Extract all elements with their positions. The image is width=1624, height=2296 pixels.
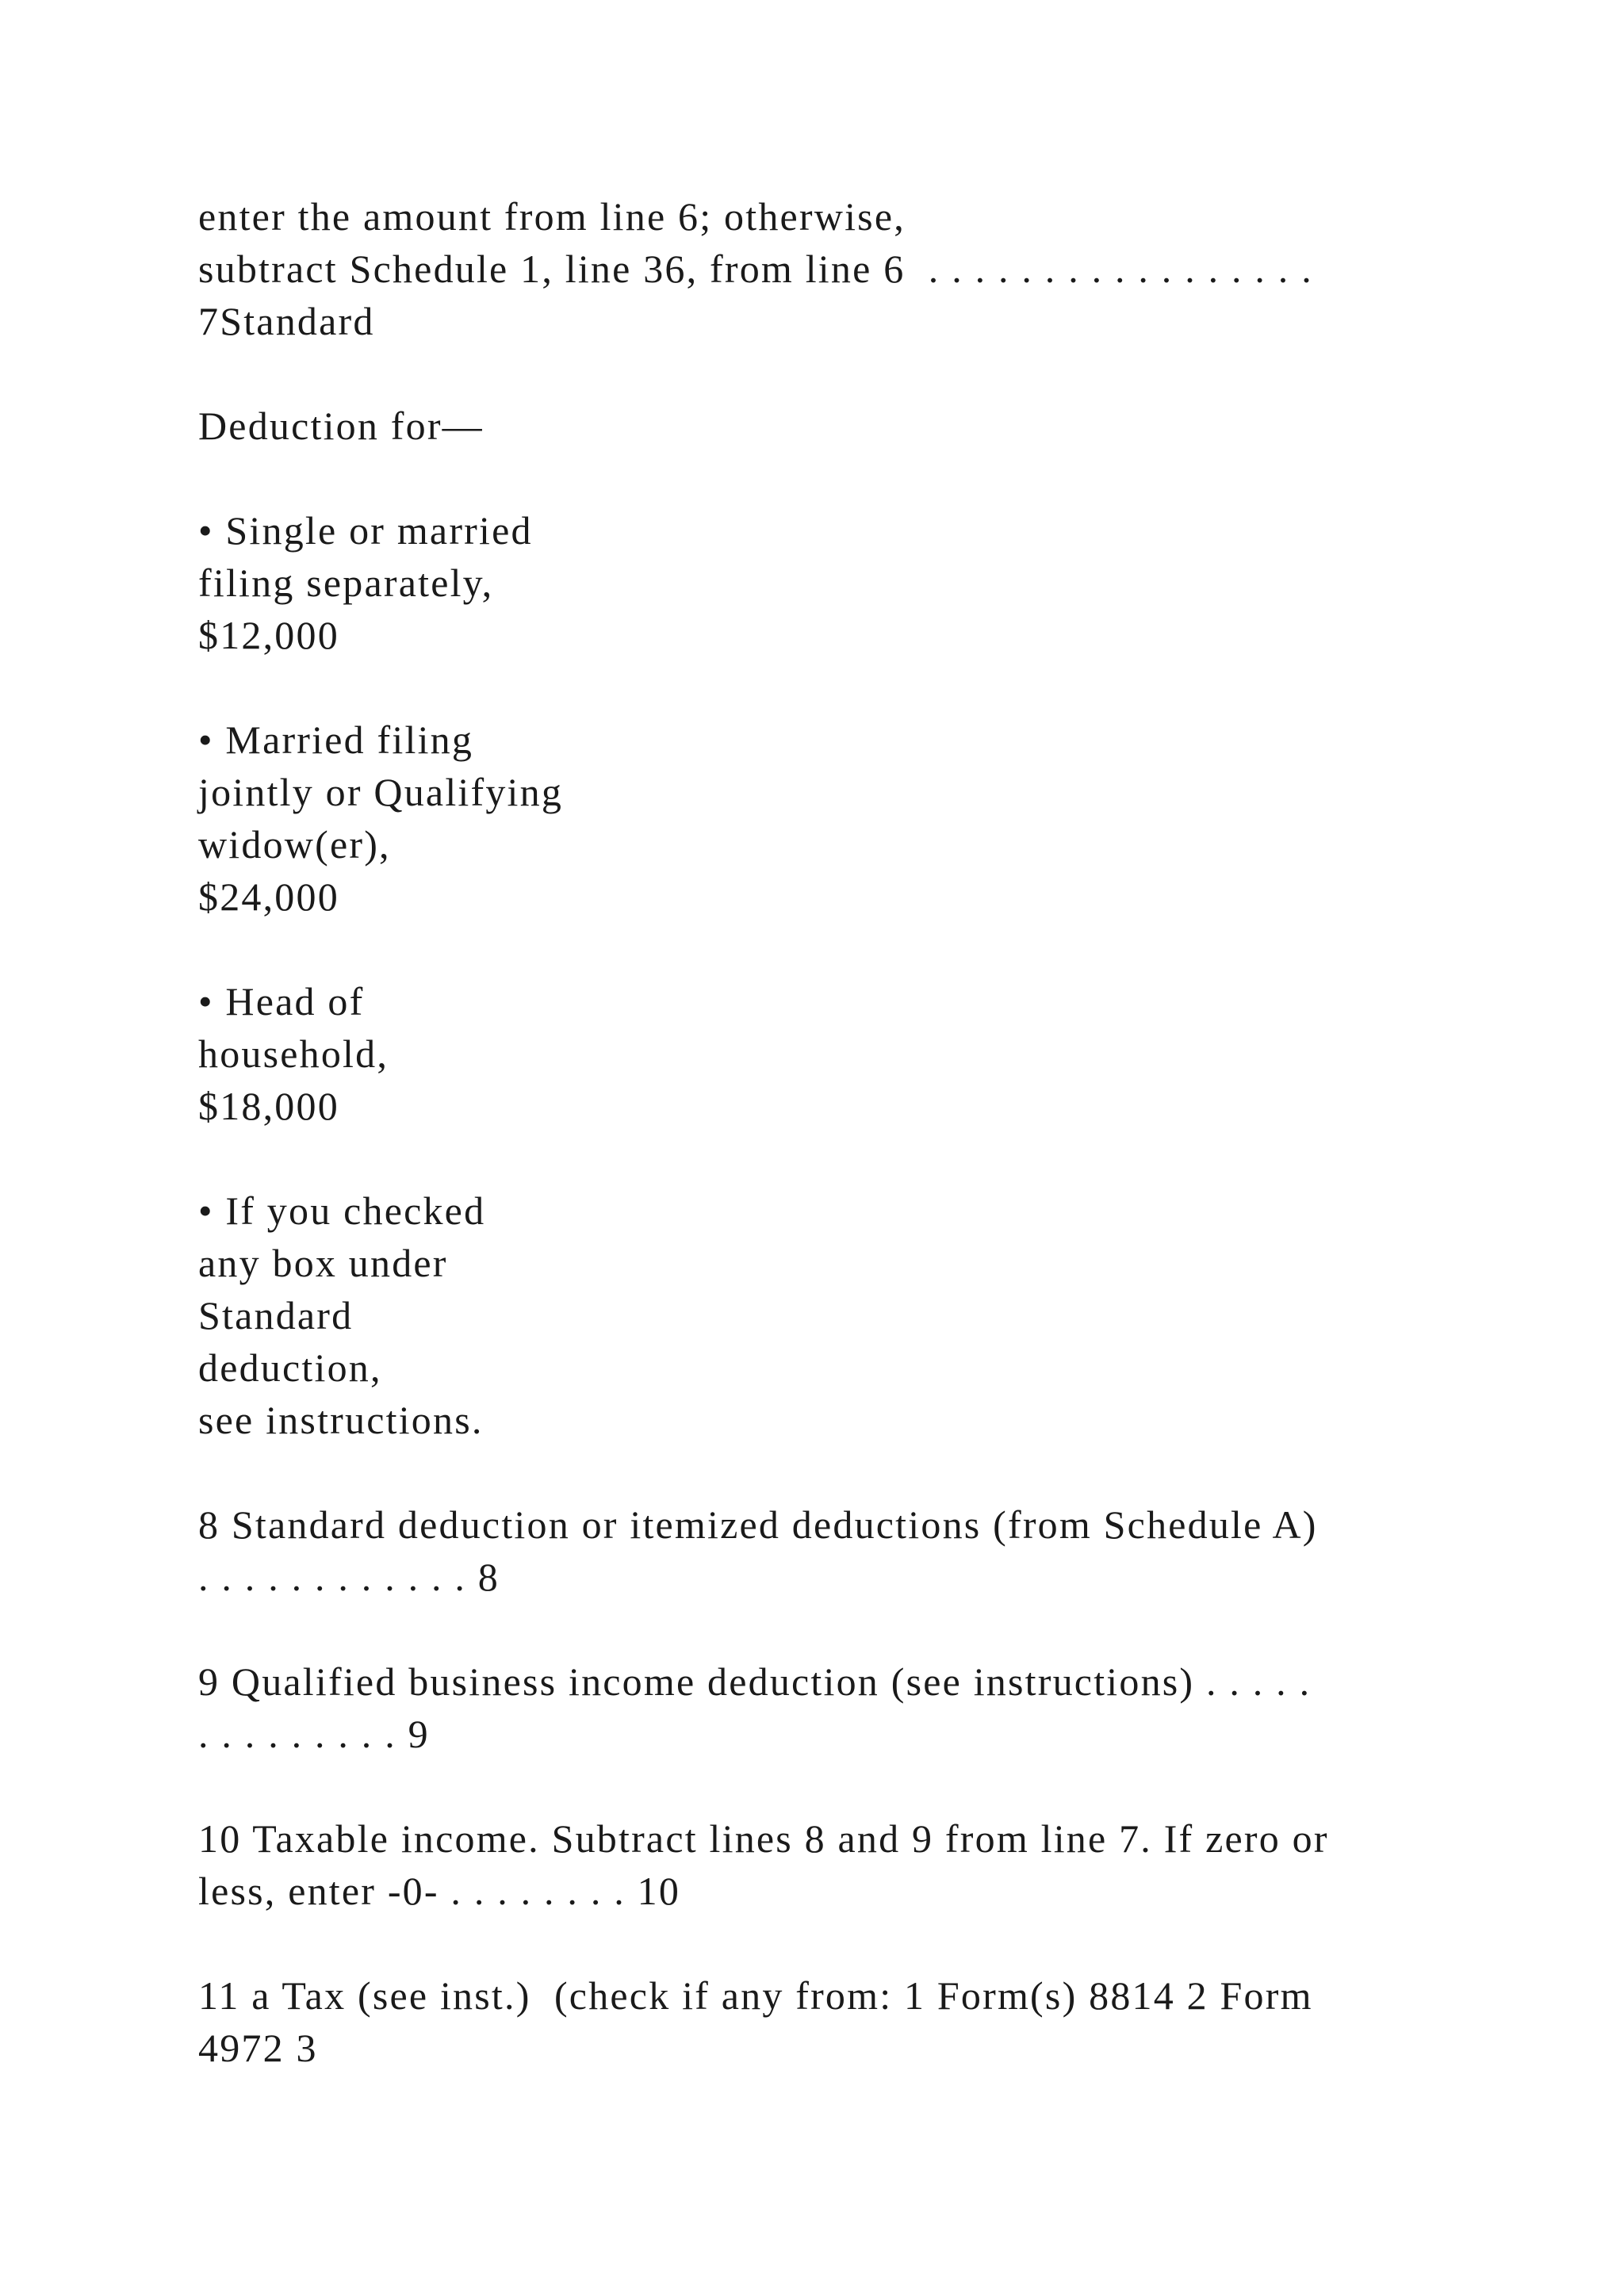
form-line-8-leader: . . . . . . . . . . . . 8 [198, 1555, 500, 1599]
blank-line [198, 1760, 1546, 1812]
text-line: Standard [198, 1293, 354, 1337]
blank-line [198, 347, 1546, 400]
bullet-item: • If you checked [198, 1188, 486, 1233]
amount-text: $18,000 [198, 1084, 339, 1128]
form-line-9-leader: . . . . . . . . . 9 [198, 1712, 430, 1756]
form-line-8: 8 Standard deduction or itemized deductions (from Schedule A) [198, 1502, 1318, 1547]
form-line-11a-continued: 4972 3 [198, 2026, 318, 2070]
blank-line [198, 1917, 1546, 1969]
text-line: jointly or Qualifying [198, 770, 564, 814]
text-line: subtract Schedule 1, line 36, from line 6 . . . . . . . . . . . . . . . . . [198, 247, 1313, 291]
form-line-11a: 11 a Tax (see inst.) (check if any from: 1 Form(s) 8814 2 Form [198, 1973, 1313, 2018]
blank-line [198, 1446, 1546, 1498]
blank-line [198, 923, 1546, 975]
bullet-item: • Married filing [198, 718, 474, 762]
text-line: household, [198, 1031, 389, 1076]
text-line: deduction, [198, 1345, 382, 1390]
form-line-10: 10 Taxable income. Subtract lines 8 and 9 from line 7. If zero or [198, 1816, 1329, 1861]
bullet-item: • Head of [198, 979, 365, 1024]
document-text [198, 190, 1546, 2074]
text-line: any box under [198, 1241, 448, 1285]
text-line: 7Standard [198, 299, 375, 343]
text-line: Deduction for— [198, 404, 484, 448]
text-line: widow(er), [198, 822, 391, 867]
blank-line [198, 1603, 1546, 1655]
amount-text: $24,000 [198, 874, 339, 919]
blank-line [198, 661, 1546, 714]
form-line-10-continued: less, enter -0- . . . . . . . . 10 [198, 1869, 681, 1913]
blank-line [198, 1132, 1546, 1184]
form-line-9: 9 Qualified business income deduction (see instructions) . . . . . [198, 1659, 1312, 1704]
amount-text: $12,000 [198, 613, 339, 657]
text-line: enter the amount from line 6; otherwise, [198, 194, 906, 239]
text-line: filing separately, [198, 561, 494, 605]
text-line: see instructions. [198, 1398, 484, 1442]
blank-line [198, 452, 1546, 504]
bullet-item: • Single or married [198, 508, 533, 553]
